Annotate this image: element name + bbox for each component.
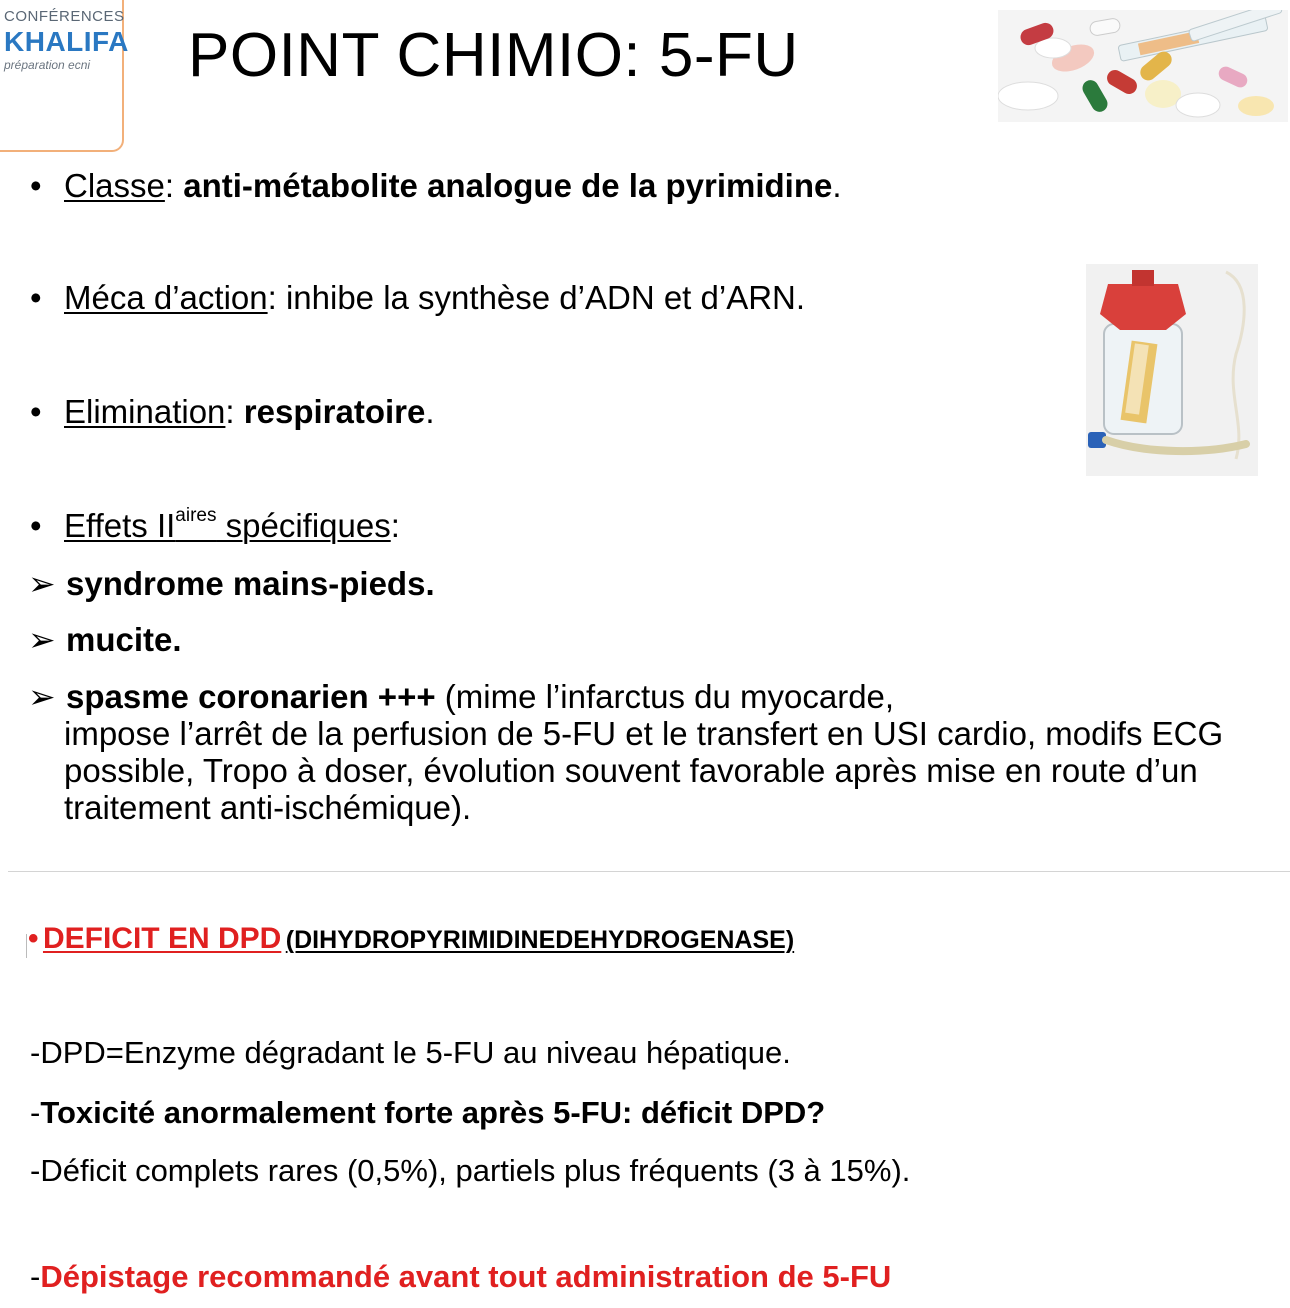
elimination-value: respiratoire — [243, 393, 426, 430]
pills-syringe-image — [998, 10, 1288, 122]
bullet-dot: • — [30, 279, 42, 316]
effets-label-post: spécifiques — [216, 507, 391, 544]
elimination-sep: : — [225, 393, 244, 430]
bullet-classe — [30, 166, 842, 206]
effect-item-mains-pieds — [28, 564, 435, 604]
bullet-dot: • — [30, 167, 42, 204]
effect-item-text: syndrome mains-pieds. — [66, 565, 435, 602]
left-tick — [26, 934, 27, 958]
bullet-dot: • — [30, 393, 42, 430]
deficit-bullet: • — [28, 922, 39, 955]
deficit-heading — [28, 922, 794, 956]
elimination-end: . — [425, 393, 435, 430]
divider — [8, 871, 1290, 872]
paragraph-depistage — [30, 1258, 891, 1296]
bullet-dot: • — [30, 507, 42, 544]
classe-sep: : — [164, 167, 184, 204]
infusion-pump-image — [1086, 264, 1258, 476]
logo-line1: CONFÉRENCES — [4, 8, 125, 25]
effets-label — [64, 507, 391, 544]
classe-value: anti-métabolite analogue de la pyrimidine — [183, 167, 833, 204]
effect-item-text: mucite. — [66, 621, 182, 658]
toxicite-text: Toxicité anormalement forte après 5-FU: déficit DPD? — [40, 1095, 826, 1130]
effect-item-mucite — [28, 620, 182, 660]
toxicite-dash: - — [30, 1095, 41, 1130]
meca-value: inhibe la synthèse d’ADN et d’ARN. — [285, 279, 806, 316]
effets-label-pre: Effets II — [64, 507, 176, 544]
depistage-dash: - — [30, 1259, 41, 1294]
bullet-meca — [30, 278, 805, 318]
paragraph-dpd-enzyme: -DPD=Enzyme dégradant le 5-FU au niveau hépatique. — [30, 1035, 791, 1070]
effets-end: : — [390, 507, 400, 544]
elimination-label: Elimination — [64, 393, 226, 430]
logo-line2: KHALIFA — [4, 26, 129, 57]
depistage-text: Dépistage recommandé avant tout administration de 5-FU — [40, 1259, 892, 1294]
deficit-subtitle: (DIHYDROPYRIMIDINEDEHYDROGENASE) — [285, 926, 795, 954]
arrow-icon: ➢ — [28, 621, 56, 658]
arrow-icon: ➢ — [28, 678, 56, 715]
slide-title: POINT CHIMIO: 5-FU — [188, 21, 799, 90]
bullet-elimination — [30, 392, 435, 432]
logo-line3: préparation ecni — [4, 58, 91, 72]
meca-label: Méca d’action — [64, 279, 268, 316]
deficit-title: DEFICIT EN DPD — [42, 922, 282, 955]
classe-end: . — [832, 167, 842, 204]
classe-label: Classe — [64, 167, 165, 204]
meca-sep: : — [267, 279, 286, 316]
effect-item-spasme — [28, 678, 1228, 826]
bullet-effets — [30, 506, 400, 546]
spasme-rest: impose l’arrêt de la perfusion de 5-FU et le transfert en USI cardio, modifs ECG possible, Tropo à doser, évolution souvent favorable après mise en route d’un traitement anti-ischémique). — [64, 715, 1224, 826]
effets-label-sup: aires — [175, 505, 217, 526]
logo — [0, 0, 128, 158]
spasme-first: (mime l’infarctus du myocarde, — [435, 678, 895, 715]
paragraph-toxicite — [30, 1094, 825, 1132]
paragraph-deficit-freq: -Déficit complets rares (0,5%), partiels plus fréquents (3 à 15%). — [30, 1153, 911, 1188]
spasme-bold: spasme coronarien +++ — [66, 678, 436, 715]
arrow-icon: ➢ — [28, 565, 56, 602]
